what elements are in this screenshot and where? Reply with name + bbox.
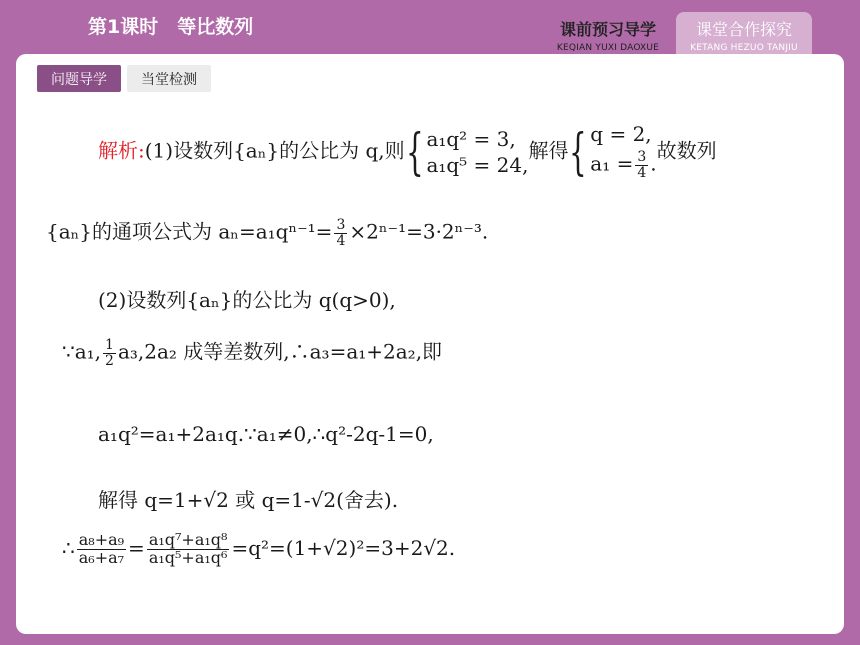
system-2-row-2-lhs: a₁ = [590, 151, 634, 176]
fraction-denominator: a₆+a₇ [78, 547, 125, 567]
fraction-numerator: 1 [105, 337, 114, 353]
fraction-numerator: a₈+a₉ [78, 530, 125, 549]
solution-line-1-solve: 解得 [528, 138, 569, 163]
tab-preview-label: 课前预习导学 [559, 20, 656, 39]
fraction-three-quarters [334, 218, 347, 248]
subtab-bar [37, 65, 211, 92]
tab-preview[interactable] [540, 12, 676, 54]
fraction-sum-ratio [77, 532, 126, 567]
equation-system-1 [405, 123, 529, 182]
solution-line-3: (2)设数列{aₙ}的公比为 q(q>0), [98, 288, 396, 312]
system-2-row-1: q = 2, [590, 122, 652, 146]
system-2-row-2-end: . [650, 151, 657, 176]
fraction-expanded-ratio [147, 532, 230, 567]
fraction-numerator: a₁q⁷+a₁q⁸ [148, 530, 228, 549]
solution-line-5: a₁q²=a₁+2a₁q.∵a₁≠0,∴q²-2q-1=0, [98, 422, 434, 446]
tab-classroom[interactable] [676, 12, 812, 54]
fraction-denominator: a₁q⁵+a₁q⁶ [148, 547, 228, 567]
solution-line-7-therefore: ∴ [62, 535, 75, 560]
solution-line-4-head: ∵a₁, [62, 339, 102, 364]
fraction-one-half [103, 338, 116, 368]
content-card [16, 54, 844, 634]
tab-classroom-label: 课堂合作探究 [695, 20, 792, 39]
solution-line-2-tail: ×2ⁿ⁻¹=3·2ⁿ⁻³. [349, 219, 489, 244]
fraction-denominator: 4 [336, 232, 346, 249]
left-brace: { [569, 123, 588, 182]
solution-line-4 [62, 338, 442, 368]
solution-label: 解析: [98, 138, 145, 163]
solution-line-7 [62, 532, 455, 567]
fraction-denominator: 2 [105, 352, 114, 369]
system-1-row-2: a₁q⁵ = 24, [426, 153, 529, 178]
tab-preview-pinyin: KEQIAN YUXI DAOXUE [556, 43, 660, 53]
solution-line-6: 解得 q=1+√2 或 q=1-√2(舍去). [98, 488, 399, 512]
solution-line-2-head: {aₙ}的通项公式为 aₙ=a₁qⁿ⁻¹= [46, 219, 333, 244]
system-2-row-2 [590, 150, 656, 180]
solution-line-4-tail: a₃,2a₂ 成等差数列,∴a₃=a₁+2a₂,即 [117, 339, 443, 364]
solution-line-1 [98, 124, 717, 180]
solution-line-7-tail: =q²=(1+√2)²=3+2√2. [231, 535, 456, 560]
tab-classroom-pinyin: KETANG HEZUO TANJIU [690, 43, 798, 53]
subtab-guided-questions[interactable]: 问题导学 [37, 65, 121, 92]
solution-line-1-tail: 故数列 [656, 138, 717, 163]
fraction-numerator: 3 [336, 217, 346, 233]
fraction-three-quarters [635, 150, 648, 180]
equals-sign: = [128, 535, 145, 560]
left-brace: { [405, 123, 424, 182]
system-1-row-1: a₁q² = 3, [426, 127, 516, 152]
equation-system-2 [568, 124, 656, 180]
solution-line-1-text: (1)设数列{aₙ}的公比为 q,则 [144, 138, 405, 163]
solution-line-2 [46, 218, 488, 248]
fraction-denominator: 4 [637, 164, 647, 181]
fraction-numerator: 3 [637, 149, 647, 165]
section-tabs [540, 12, 812, 54]
subtab-class-check[interactable]: 当堂检测 [127, 65, 211, 92]
lesson-title: 第1课时 等比数列 [88, 16, 254, 38]
